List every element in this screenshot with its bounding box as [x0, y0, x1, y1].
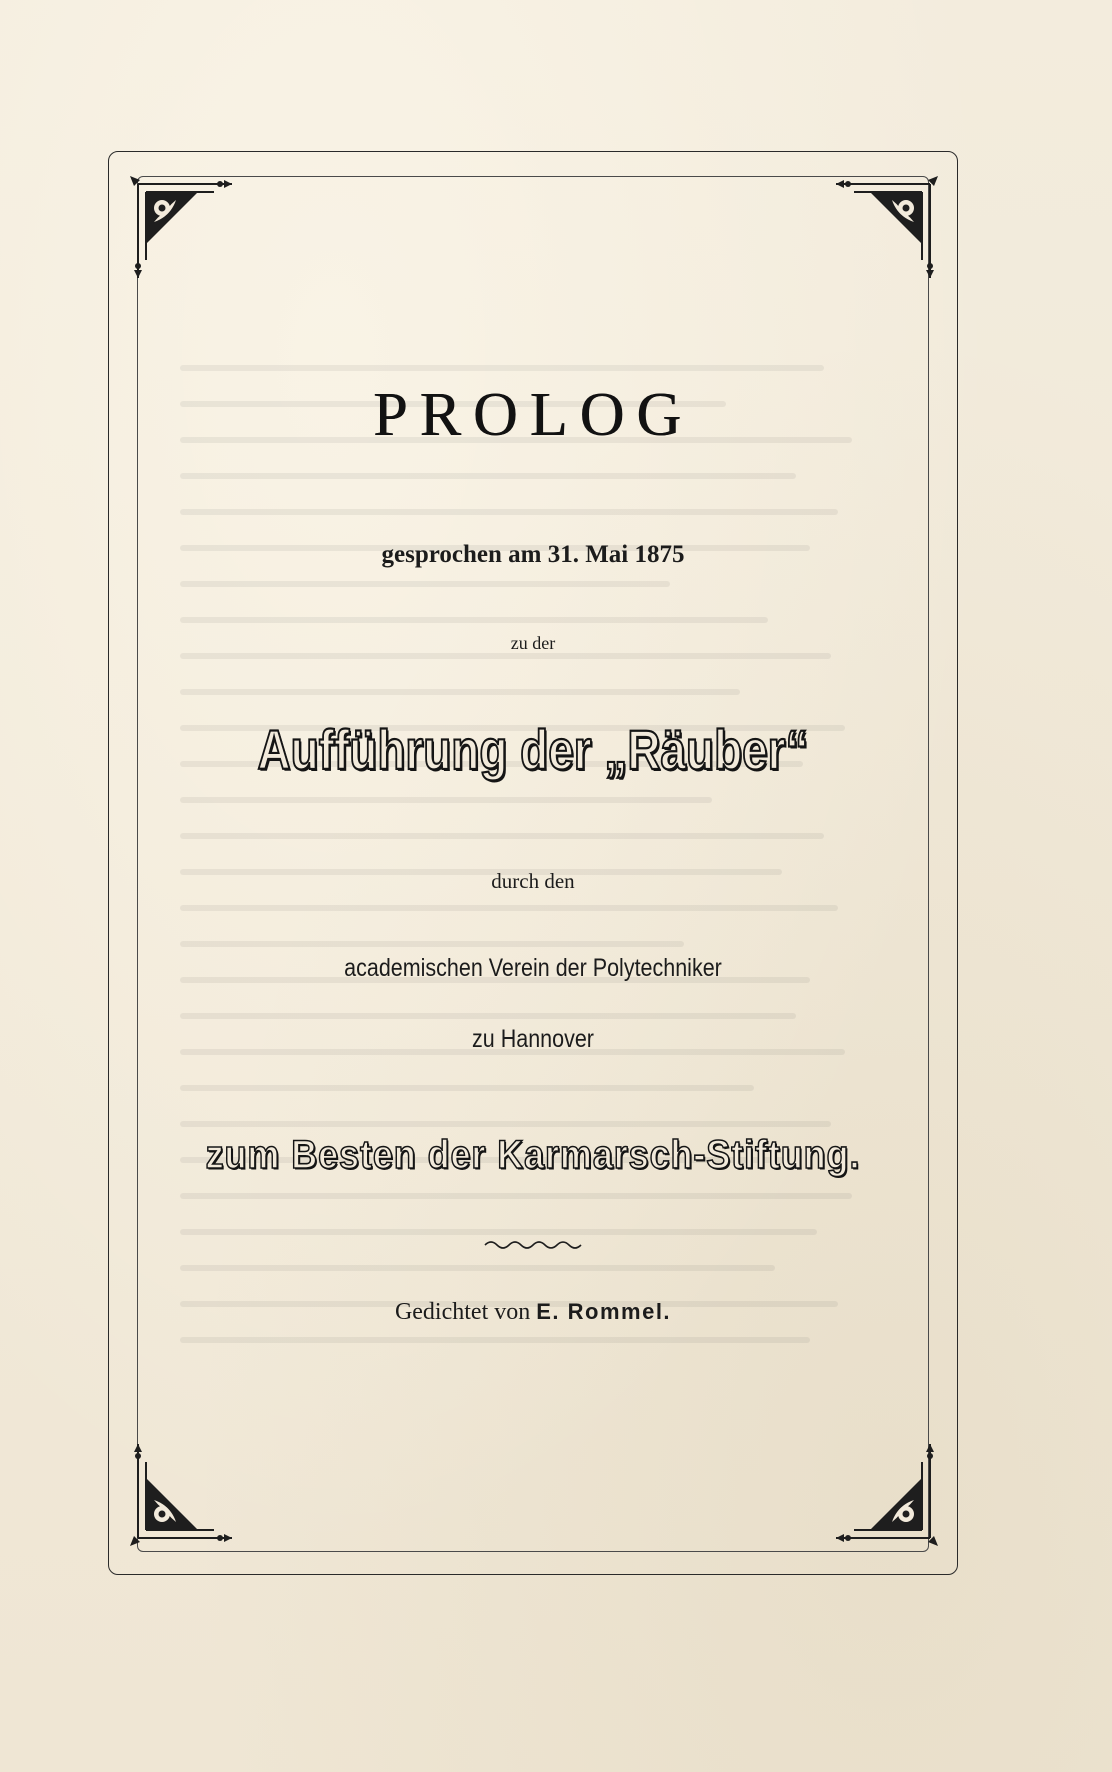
- wave-divider-icon: [483, 1238, 583, 1252]
- location-name: zu Hannover: [472, 1025, 594, 1053]
- corner-ornament-icon: [124, 1432, 244, 1552]
- corner-ornament-icon: [824, 1432, 944, 1552]
- headline: Aufführung der „Räuber“: [257, 718, 809, 781]
- organization-name: academischen Verein der Polytechniker: [344, 954, 722, 982]
- credit-line: [108, 1299, 958, 1326]
- connector-text: zu der: [510, 633, 556, 653]
- by-line: durch den: [491, 869, 575, 893]
- benefit-line: zum Besten der Karmarsch-Stiftung.: [205, 1133, 861, 1177]
- author-name: E. Rommel.: [536, 1299, 672, 1324]
- performance-date: gesprochen am 31. Mai 1875: [381, 541, 685, 568]
- corner-ornament-icon: [124, 170, 244, 290]
- document-title: PROLOG: [372, 381, 694, 449]
- credit-prefix: Gedichtet von: [394, 1299, 531, 1325]
- corner-ornament-icon: [824, 170, 944, 290]
